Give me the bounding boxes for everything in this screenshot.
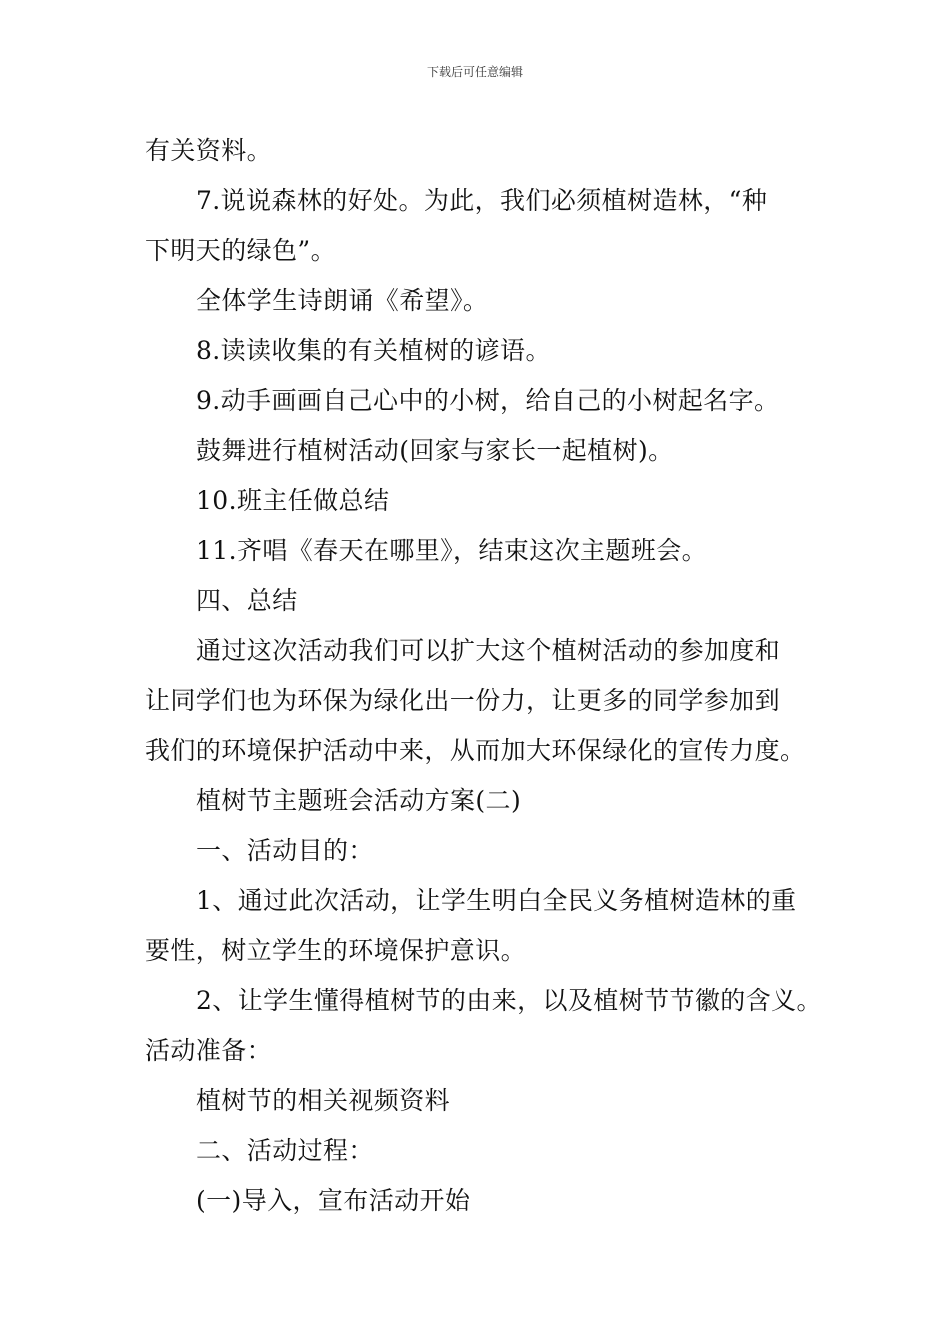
paragraph-line: 通过这次活动我们可以扩大这个植树活动的参加度和 bbox=[196, 636, 781, 665]
page-header: 下载后可任意编辑 bbox=[426, 65, 523, 79]
paragraph-line: 全体学生诗朗诵《希望》。 bbox=[196, 286, 489, 315]
paragraph-line: 让同学们也为环保为绿化出一份力，让更多的同学参加到 bbox=[145, 686, 781, 715]
paragraph-line: 活动准备： bbox=[145, 1036, 273, 1065]
section-title: 植树节主题班会活动方案(二) bbox=[196, 786, 522, 815]
paragraph-line: 鼓舞进行植树活动(回家与家长一起植树)。 bbox=[196, 436, 674, 465]
document-body bbox=[145, 126, 835, 1226]
paragraph-line: (一)导入，宣布活动开始 bbox=[196, 1186, 471, 1215]
section-heading: 四、总结 bbox=[196, 586, 298, 615]
paragraph-line: 1、通过此次活动，让学生明白全民义务植树造林的重 bbox=[196, 886, 797, 915]
paragraph-line: 我们的环境保护活动中来，从而加大环保绿化的宣传力度。 bbox=[145, 736, 806, 765]
paragraph-line: 下明天的绿色”。 bbox=[145, 236, 336, 265]
paragraph-line: 要性，树立学生的环境保护意识。 bbox=[145, 936, 527, 965]
paragraph-line: 植树节的相关视频资料 bbox=[196, 1086, 451, 1115]
paragraph-line: 9.动手画画自己心中的小树，给自己的小树起名字。 bbox=[196, 386, 780, 415]
paragraph-line: 有关资料。 bbox=[145, 136, 273, 165]
paragraph-line: 2、让学生懂得植树节的由来，以及植树节节徽的含义。 bbox=[196, 986, 822, 1015]
paragraph-line: 7.说说森林的好处。为此，我们必须植树造林，“种 bbox=[196, 186, 768, 215]
paragraph-line: 11.齐唱《春天在哪里》，结束这次主题班会。 bbox=[196, 536, 708, 565]
paragraph-line: 8.读读收集的有关植树的谚语。 bbox=[196, 336, 551, 365]
section-heading: 一、活动目的： bbox=[196, 836, 374, 865]
section-heading: 二、活动过程： bbox=[196, 1136, 374, 1165]
paragraph-line: 10.班主任做总结 bbox=[196, 486, 390, 515]
